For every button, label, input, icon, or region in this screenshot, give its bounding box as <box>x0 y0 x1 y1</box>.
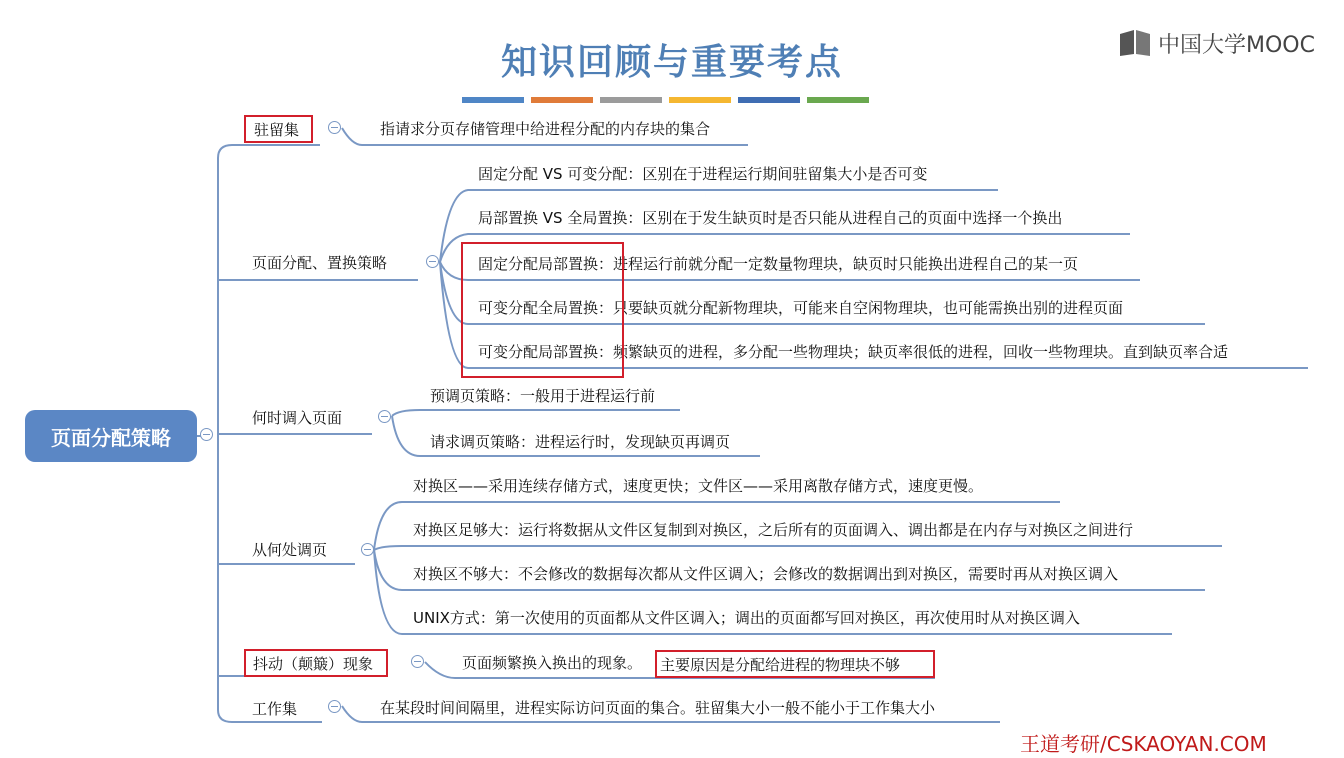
mooc-logo <box>1118 28 1315 58</box>
collapse-icon[interactable] <box>411 655 424 668</box>
color-bar-6 <box>807 97 869 103</box>
working-set-node[interactable]: 工作集 <box>252 700 298 718</box>
resident-set-desc: 指请求分页存储管理中给进程分配的内存块的集合 <box>380 120 711 138</box>
thrashing-node[interactable] <box>244 649 388 677</box>
color-bar-2 <box>531 97 593 103</box>
where-item-1: 对换区——采用连续存储方式，速度更快；文件区——采用离散存储方式，速度更慢。 <box>413 477 984 495</box>
thrashing-cause <box>655 650 935 678</box>
where-item-4: UNIX方式：第一次使用的页面都从文件区调入；调出的页面都写回对换区，再次使用时从对换区调入 <box>413 609 1080 627</box>
collapse-icon[interactable] <box>378 410 391 423</box>
color-bar-3 <box>600 97 662 103</box>
when-node[interactable]: 何时调入页面 <box>252 409 343 427</box>
when-item-1: 预调页策略：一般用于进程运行前 <box>430 387 656 405</box>
resident-set-label: 驻留集 <box>254 121 300 139</box>
where-item-2: 对换区足够大：运行将数据从文件区复制到对换区，之后所有的页面调入、调出都是在内存与对换区之间进行 <box>413 521 1134 539</box>
thrashing-label: 抖动（颠簸）现象 <box>253 655 374 673</box>
collapse-icon[interactable] <box>426 255 439 268</box>
root-node[interactable]: 页面分配策略 <box>25 410 197 462</box>
allocation-item-3: 固定分配局部置换：进程运行前就分配一定数量物理块，缺页时只能换出进程自己的某一页 <box>478 255 1079 273</box>
allocation-item-2: 局部置换 VS 全局置换：区别在于发生缺页时是否只能从进程自己的页面中选择一个换出 <box>478 209 1063 227</box>
collapse-icon[interactable] <box>328 700 341 713</box>
collapse-icon[interactable] <box>328 121 341 134</box>
allocation-item-1: 固定分配 VS 可变分配：区别在于进程运行期间驻留集大小是否可变 <box>478 165 928 183</box>
allocation-node[interactable]: 页面分配、置换策略 <box>252 254 388 272</box>
watermark: 王道考研/CSKAOYAN.COM <box>1020 732 1267 756</box>
logo-text: 中国大学MOOC <box>1158 32 1315 58</box>
book-icon <box>1118 28 1152 58</box>
where-item-3: 对换区不够大：不会修改的数据每次都从文件区调入；会修改的数据调出到对换区，需要时再从对换区调入 <box>413 565 1119 583</box>
allocation-item-4: 可变分配全局置换：只要缺页就分配新物理块，可能来自空闲物理块，也可能需换出别的进程页面 <box>478 299 1124 317</box>
allocation-item-5: 可变分配局部置换：频繁缺页的进程，多分配一些物理块；缺页率很低的进程，回收一些物理块。直到缺页率合适 <box>478 343 1229 361</box>
resident-set-node[interactable] <box>244 115 313 143</box>
color-bar-5 <box>738 97 800 103</box>
color-bar-1 <box>462 97 524 103</box>
thrashing-desc: 页面频繁换入换出的现象。 <box>462 654 643 672</box>
thrashing-cause-text: 主要原因是分配给进程的物理块不够 <box>660 656 901 674</box>
highlight-box <box>461 242 624 378</box>
working-set-desc: 在某段时间间隔里，进程实际访问页面的集合。驻留集大小一般不能小于工作集大小 <box>380 699 936 717</box>
page-title: 知识回顾与重要考点 <box>500 41 843 83</box>
collapse-icon[interactable] <box>361 543 374 556</box>
where-node[interactable]: 从何处调页 <box>252 541 328 559</box>
collapse-icon[interactable] <box>200 428 213 441</box>
color-bar-4 <box>669 97 731 103</box>
when-item-2: 请求调页策略：进程运行时，发现缺页再调页 <box>430 433 731 451</box>
